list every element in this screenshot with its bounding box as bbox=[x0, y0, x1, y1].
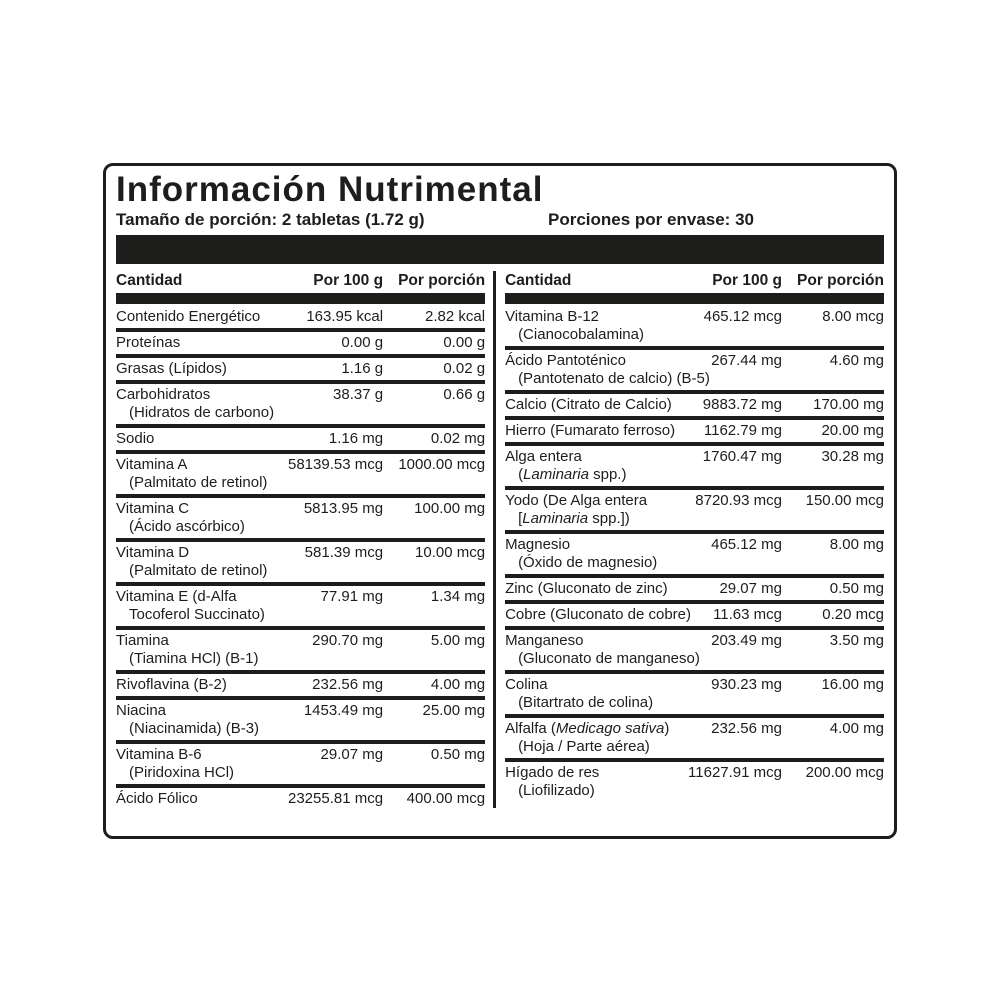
row-separator bbox=[116, 582, 485, 586]
column-header-bar bbox=[505, 293, 884, 304]
serving-size-text: Tamaño de porción: 2 tabletas (1.72 g) bbox=[116, 210, 425, 229]
column-header-por-100g: Por 100 g bbox=[712, 272, 782, 289]
row-main-line bbox=[116, 386, 485, 404]
nutrient-name: Carbohidratos bbox=[116, 386, 211, 403]
row-main-line bbox=[505, 580, 884, 598]
nutrient-name: Niacina bbox=[116, 702, 167, 719]
per-100g-value: 581.39 mcg bbox=[304, 544, 384, 561]
per-100g-value: 23255.81 mcg bbox=[287, 790, 384, 807]
per-portion-value: 25.00 mg bbox=[422, 702, 486, 719]
per-portion-value: 0.50 mg bbox=[430, 746, 486, 763]
column-header-por-porcion: Por porción bbox=[398, 272, 486, 289]
nutrition-label bbox=[103, 163, 897, 839]
nutrient-name: Vitamina B-12 bbox=[505, 308, 600, 325]
nutrient-subname: (Pantotenato de calcio) (B-5) bbox=[518, 370, 710, 387]
per-portion-value: 4.60 mg bbox=[829, 352, 884, 369]
per-portion-value: 0.00 g bbox=[443, 334, 486, 351]
per-portion-value: 30.28 mg bbox=[821, 448, 884, 465]
row-separator bbox=[116, 354, 485, 358]
per-100g-value: 1162.79 mg bbox=[703, 422, 782, 439]
per-portion-value: 1000.00 mcg bbox=[398, 456, 486, 473]
per-100g-value: 58139.53 mcg bbox=[287, 456, 384, 473]
row-main-line bbox=[116, 360, 485, 378]
row-main-line bbox=[116, 746, 485, 764]
per-portion-value: 10.00 mcg bbox=[415, 544, 486, 561]
row-main-line bbox=[505, 720, 884, 738]
per-portion-value: 16.00 mg bbox=[821, 676, 884, 693]
column-header-row bbox=[505, 271, 884, 290]
per-100g-value: 77.91 mg bbox=[320, 588, 384, 605]
per-100g-value: 203.49 mg bbox=[711, 632, 782, 649]
table-row bbox=[505, 536, 884, 572]
per-100g-value: 11627.91 mcg bbox=[688, 764, 782, 781]
column-header-bar bbox=[116, 293, 485, 304]
per-100g-value: 8720.93 mcg bbox=[695, 492, 782, 509]
nutrient-name: Grasas (Lípidos) bbox=[116, 360, 227, 377]
row-main-line bbox=[116, 308, 485, 326]
table-row bbox=[505, 448, 884, 484]
nutrient-name: Manganeso bbox=[505, 632, 584, 649]
row-main-line bbox=[505, 308, 884, 326]
row-main-line bbox=[116, 500, 485, 518]
nutrient-name: Vitamina D bbox=[116, 544, 190, 561]
nutrient-subname: (Ácido ascórbico) bbox=[129, 518, 245, 535]
row-separator bbox=[505, 416, 884, 420]
row-separator bbox=[116, 626, 485, 630]
per-portion-value: 1.34 mg bbox=[430, 588, 486, 605]
column-header-cantidad: Cantidad bbox=[116, 272, 183, 289]
nutrient-subname: (Gluconato de manganeso) bbox=[518, 650, 700, 667]
per-100g-value: 465.12 mcg bbox=[703, 308, 782, 325]
nutrient-text: Alfalfa ( bbox=[505, 720, 556, 737]
table-row bbox=[505, 720, 884, 756]
table-row bbox=[116, 500, 485, 536]
per-100g-value: 1.16 g bbox=[341, 360, 384, 377]
per-portion-value: 0.50 mg bbox=[829, 580, 884, 597]
row-main-line bbox=[505, 606, 884, 624]
row-separator bbox=[505, 486, 884, 490]
per-portion-value: 8.00 mcg bbox=[822, 308, 884, 325]
row-separator bbox=[116, 424, 485, 428]
nutrient-name: Cobre (Gluconato de cobre) bbox=[505, 606, 691, 623]
per-100g-value: 0.00 g bbox=[341, 334, 384, 351]
per-portion-value: 0.20 mcg bbox=[822, 606, 884, 623]
per-portion-value: 0.66 g bbox=[443, 386, 486, 403]
row-separator bbox=[116, 450, 485, 454]
table-row bbox=[116, 308, 485, 326]
nutrient-name: Magnesio bbox=[505, 536, 571, 553]
table-row bbox=[116, 632, 485, 668]
nutrient-subname: (Óxido de magnesio) bbox=[518, 554, 658, 571]
row-main-line bbox=[116, 430, 485, 448]
nutrient-subname: (Bitartrato de colina) bbox=[518, 694, 654, 711]
table-row bbox=[505, 580, 884, 598]
nutrient-name: Ácido Pantoténico bbox=[505, 352, 626, 369]
nutrient-subname: (Niacinamida) (B-3) bbox=[129, 720, 260, 737]
nutrient-name: Hígado de res bbox=[505, 764, 600, 781]
per-portion-value: 100.00 mg bbox=[414, 500, 486, 517]
row-main-line bbox=[116, 632, 485, 650]
nutrient-name bbox=[505, 720, 669, 738]
per-100g-value: 930.23 mg bbox=[711, 676, 782, 693]
table-row bbox=[505, 764, 884, 800]
nutrient-text: ) bbox=[664, 720, 670, 737]
row-main-line bbox=[116, 676, 485, 694]
row-main-line bbox=[505, 764, 884, 782]
table-row bbox=[505, 606, 884, 624]
per-100g-value: 11.63 mcg bbox=[713, 606, 782, 623]
table-row bbox=[116, 676, 485, 694]
table-row bbox=[116, 386, 485, 422]
row-main-line bbox=[505, 422, 884, 440]
per-100g-value: 29.07 mg bbox=[719, 580, 782, 597]
row-main-line bbox=[116, 456, 485, 474]
row-separator bbox=[505, 758, 884, 762]
nutrient-text: [ bbox=[518, 510, 523, 527]
row-separator bbox=[505, 530, 884, 534]
nutrient-name: Vitamina E (d-Alfa bbox=[116, 588, 237, 605]
row-main-line bbox=[505, 632, 884, 650]
table-row bbox=[116, 588, 485, 624]
nutrient-name: Calcio (Citrato de Calcio) bbox=[505, 396, 672, 413]
row-separator bbox=[116, 670, 485, 674]
per-100g-value: 29.07 mg bbox=[320, 746, 384, 763]
nutrient-name: Colina bbox=[505, 676, 548, 693]
nutrient-name: Alga entera bbox=[505, 448, 582, 465]
per-100g-value: 465.12 mg bbox=[711, 536, 782, 553]
nutrient-subname: (Hidratos de carbono) bbox=[129, 404, 275, 421]
table-row bbox=[116, 746, 485, 782]
table-row bbox=[116, 456, 485, 492]
table-row bbox=[116, 360, 485, 378]
row-main-line bbox=[505, 676, 884, 694]
nutrient-subname: (Hoja / Parte aérea) bbox=[518, 738, 650, 755]
latin-species-name: Medicago sativa bbox=[555, 720, 665, 737]
table-row bbox=[116, 334, 485, 352]
table-row bbox=[116, 544, 485, 580]
row-main-line bbox=[116, 790, 485, 808]
nutrient-name: Proteínas bbox=[116, 334, 181, 351]
nutrient-subname: (Liofilizado) bbox=[518, 782, 595, 799]
per-100g-value: 1.16 mg bbox=[328, 430, 384, 447]
per-100g-value: 5813.95 mg bbox=[303, 500, 384, 517]
nutrient-subname: (Cianocobalamina) bbox=[518, 326, 644, 343]
column-header-row bbox=[116, 271, 485, 290]
per-portion-value: 8.00 mg bbox=[829, 536, 884, 553]
per-100g-value: 1453.49 mg bbox=[303, 702, 384, 719]
table-row bbox=[505, 396, 884, 414]
nutrient-name: Ácido Fólico bbox=[116, 790, 198, 807]
per-100g-value: 1760.47 mg bbox=[702, 448, 782, 465]
label-title: Información Nutrimental bbox=[116, 170, 544, 209]
table-row bbox=[505, 352, 884, 388]
nutrient-name: Vitamina A bbox=[116, 456, 188, 473]
latin-species-name: Laminaria bbox=[523, 466, 589, 483]
table-row bbox=[505, 632, 884, 668]
nutrient-subname: (Palmitato de retinol) bbox=[129, 562, 268, 579]
row-separator bbox=[116, 328, 485, 332]
row-separator bbox=[505, 442, 884, 446]
row-separator bbox=[505, 346, 884, 350]
nutrient-text: spp.]) bbox=[588, 510, 630, 527]
table-row bbox=[505, 676, 884, 712]
table-row bbox=[505, 308, 884, 344]
row-separator bbox=[116, 784, 485, 788]
nutrient-name: Contenido Energético bbox=[116, 308, 261, 325]
row-separator bbox=[505, 626, 884, 630]
per-100g-value: 9883.72 mg bbox=[702, 396, 782, 413]
column-header-cantidad: Cantidad bbox=[505, 272, 572, 289]
row-separator bbox=[116, 538, 485, 542]
nutrient-text: ( bbox=[518, 466, 524, 483]
row-main-line bbox=[116, 544, 485, 562]
nutrient-name: Yodo (De Alga entera bbox=[505, 492, 648, 509]
nutrient-name: Tiamina bbox=[116, 632, 169, 649]
nutrient-subname bbox=[505, 510, 884, 528]
per-portion-value: 5.00 mg bbox=[430, 632, 486, 649]
nutrient-subname: (Tiamina HCl) (B-1) bbox=[129, 650, 259, 667]
nutrient-name: Sodio bbox=[116, 430, 155, 447]
nutrient-name: Zinc (Gluconato de zinc) bbox=[505, 580, 668, 597]
nutrients-column-right bbox=[493, 271, 884, 808]
row-main-line bbox=[505, 352, 884, 370]
serving-info bbox=[116, 210, 884, 230]
per-portion-value: 0.02 g bbox=[443, 360, 486, 377]
nutrient-name: Vitamina B-6 bbox=[116, 746, 202, 763]
nutrient-subname: (Palmitato de retinol) bbox=[129, 474, 268, 491]
title-divider-bar bbox=[116, 235, 884, 264]
row-main-line bbox=[116, 334, 485, 352]
row-main-line bbox=[505, 492, 884, 510]
per-portion-value: 20.00 mg bbox=[821, 422, 884, 439]
row-separator bbox=[505, 670, 884, 674]
servings-per-container-text: Porciones por envase: 30 bbox=[548, 210, 754, 229]
nutrient-text: spp.) bbox=[588, 466, 627, 483]
table-row bbox=[505, 422, 884, 440]
row-separator bbox=[116, 380, 485, 384]
nutrients-column-left bbox=[116, 271, 485, 808]
per-portion-value: 4.00 mg bbox=[829, 720, 884, 737]
per-portion-value: 0.02 mg bbox=[430, 430, 486, 447]
latin-species-name: Laminaria bbox=[522, 510, 589, 527]
per-portion-value: 2.82 kcal bbox=[425, 308, 486, 325]
per-100g-value: 267.44 mg bbox=[711, 352, 782, 369]
row-main-line bbox=[116, 588, 485, 606]
nutrient-name: Vitamina C bbox=[116, 500, 190, 517]
nutrient-subname: (Piridoxina HCl) bbox=[129, 764, 235, 781]
row-main-line bbox=[505, 536, 884, 554]
per-100g-value: 232.56 mg bbox=[711, 720, 782, 737]
table-row bbox=[116, 702, 485, 738]
per-100g-value: 290.70 mg bbox=[312, 632, 384, 649]
nutrient-subname bbox=[505, 466, 884, 484]
row-separator bbox=[505, 390, 884, 394]
nutrient-columns bbox=[116, 271, 884, 808]
row-separator bbox=[116, 696, 485, 700]
column-header-por-porcion: Por porción bbox=[797, 272, 884, 289]
row-main-line bbox=[505, 448, 884, 466]
row-main-line bbox=[116, 702, 485, 720]
per-portion-value: 4.00 mg bbox=[430, 676, 486, 693]
table-row bbox=[116, 430, 485, 448]
table-row bbox=[505, 492, 884, 528]
table-row bbox=[116, 790, 485, 808]
per-portion-value: 150.00 mcg bbox=[805, 492, 884, 509]
row-separator bbox=[116, 494, 485, 498]
per-portion-value: 400.00 mcg bbox=[406, 790, 486, 807]
nutrient-name: Rivoflavina (B-2) bbox=[116, 676, 227, 693]
nutrient-subname: Tocoferol Succinato) bbox=[129, 606, 265, 623]
row-separator bbox=[505, 600, 884, 604]
row-separator bbox=[116, 740, 485, 744]
per-portion-value: 170.00 mg bbox=[813, 396, 884, 413]
column-header-por-100g: Por 100 g bbox=[313, 272, 384, 289]
per-portion-value: 200.00 mcg bbox=[805, 764, 884, 781]
row-main-line bbox=[505, 396, 884, 414]
nutrient-name: Hierro (Fumarato ferroso) bbox=[505, 422, 676, 439]
per-100g-value: 163.95 kcal bbox=[306, 308, 384, 325]
row-separator bbox=[505, 574, 884, 578]
row-separator bbox=[505, 714, 884, 718]
per-100g-value: 232.56 mg bbox=[312, 676, 384, 693]
per-100g-value: 38.37 g bbox=[333, 386, 384, 403]
per-portion-value: 3.50 mg bbox=[829, 632, 884, 649]
